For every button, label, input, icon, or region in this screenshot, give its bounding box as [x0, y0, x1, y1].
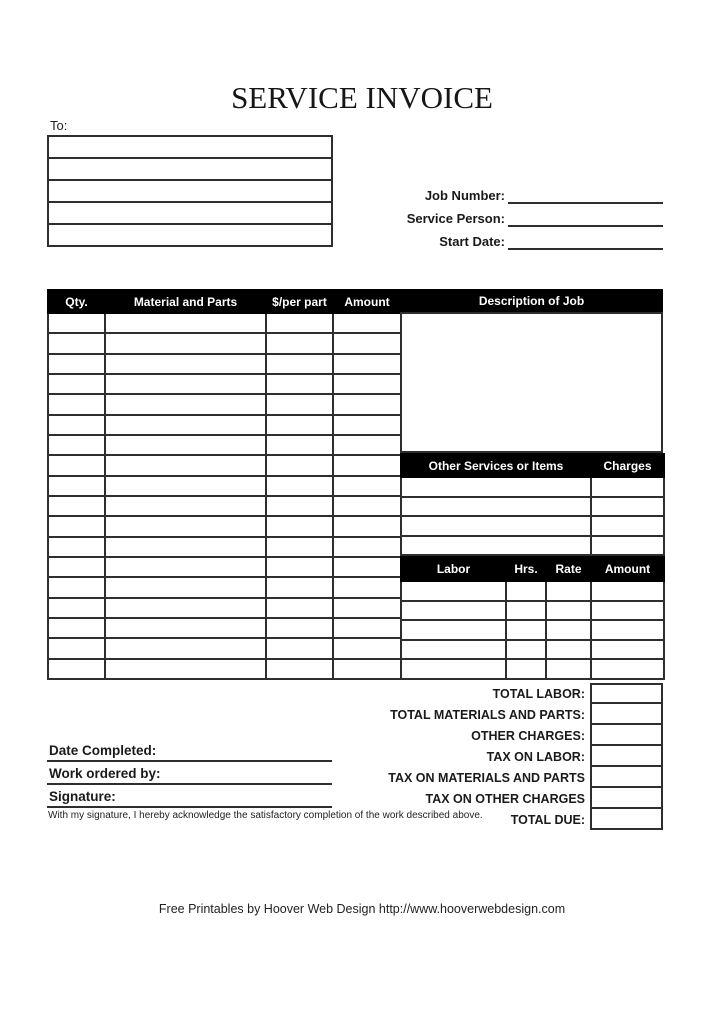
labor-cell[interactable]	[591, 620, 664, 640]
materials-cell[interactable]	[48, 496, 105, 516]
materials-cell[interactable]	[333, 638, 401, 658]
materials-cell[interactable]	[48, 598, 105, 618]
materials-cell[interactable]	[333, 333, 401, 353]
materials-cell[interactable]	[266, 415, 333, 435]
other-services-row	[401, 477, 664, 497]
labor-cell[interactable]	[506, 601, 546, 621]
labor-header-hrs: Hrs.	[506, 557, 546, 581]
total-due-field[interactable]	[590, 809, 663, 830]
materials-row	[48, 659, 401, 679]
materials-cell[interactable]	[333, 354, 401, 374]
total-labor-label: TOTAL LABOR:	[492, 686, 585, 701]
page-title: SERVICE INVOICE	[231, 80, 493, 115]
materials-cell[interactable]	[105, 557, 266, 577]
materials-cell[interactable]	[333, 313, 401, 333]
labor-cell[interactable]	[401, 601, 506, 621]
materials-row	[48, 618, 401, 638]
materials-cell[interactable]	[333, 394, 401, 414]
tax-on-other-charges-row	[330, 788, 663, 809]
materials-cell[interactable]	[266, 354, 333, 374]
start-date-row	[398, 227, 663, 250]
other-services-row	[401, 516, 664, 536]
other-services-cell[interactable]	[401, 497, 591, 517]
materials-cell[interactable]	[105, 333, 266, 353]
materials-row	[48, 476, 401, 496]
materials-cell[interactable]	[105, 394, 266, 414]
date-completed-row[interactable]	[47, 739, 332, 762]
materials-cell[interactable]	[48, 516, 105, 536]
labor-cell[interactable]	[401, 640, 506, 660]
materials-cell[interactable]	[266, 476, 333, 496]
recipient-address-line[interactable]	[49, 225, 331, 245]
materials-cell[interactable]	[48, 577, 105, 597]
recipient-address-line[interactable]	[49, 137, 331, 159]
work-ordered-by-label: Work ordered by:	[49, 766, 161, 781]
other-charges-row	[330, 725, 663, 746]
other-services-row	[401, 536, 664, 556]
signature-disclaimer: With my signature, I hereby acknowledge the satisfactory completion of the work described above.	[48, 810, 483, 821]
other-services-cell[interactable]	[401, 477, 591, 497]
materials-cell[interactable]	[48, 435, 105, 455]
materials-cell[interactable]	[333, 516, 401, 536]
materials-cell[interactable]	[333, 435, 401, 455]
labor-header-rate: Rate	[546, 557, 591, 581]
materials-row	[48, 516, 401, 536]
signature-label: Signature:	[49, 789, 116, 804]
materials-row	[48, 455, 401, 475]
materials-cell[interactable]	[105, 455, 266, 475]
materials-cell[interactable]	[105, 374, 266, 394]
materials-header-qty: Qty.	[48, 290, 105, 313]
other-services-table-body	[401, 477, 664, 555]
signature-row[interactable]	[47, 785, 332, 808]
other-services-row	[401, 497, 664, 517]
other-services-cell[interactable]	[591, 497, 664, 517]
tax-on-materials-label: TAX ON MATERIALS AND PARTS	[388, 770, 585, 785]
materials-header-material: Material and Parts	[105, 290, 266, 313]
materials-cell[interactable]	[333, 659, 401, 679]
job-number-row	[398, 181, 663, 204]
materials-row	[48, 557, 401, 577]
materials-cell[interactable]	[48, 557, 105, 577]
materials-cell[interactable]	[266, 537, 333, 557]
materials-cell[interactable]	[105, 496, 266, 516]
materials-cell[interactable]	[105, 659, 266, 679]
materials-header-amount: Amount	[333, 290, 401, 313]
materials-cell[interactable]	[105, 516, 266, 536]
materials-cell[interactable]	[48, 415, 105, 435]
materials-cell[interactable]	[266, 598, 333, 618]
labor-cell[interactable]	[591, 581, 664, 601]
labor-header-labor: Labor	[401, 557, 506, 581]
materials-cell[interactable]	[266, 455, 333, 475]
materials-header-per-part: $/per part	[266, 290, 333, 313]
labor-cell[interactable]	[591, 659, 664, 679]
materials-cell[interactable]	[48, 476, 105, 496]
labor-cell[interactable]	[506, 620, 546, 640]
materials-cell[interactable]	[266, 659, 333, 679]
labor-cell[interactable]	[401, 620, 506, 640]
materials-cell[interactable]	[48, 394, 105, 414]
job-description-header: Description of Job	[400, 289, 663, 312]
total-labor-field[interactable]	[590, 683, 663, 704]
materials-cell[interactable]	[105, 354, 266, 374]
recipient-label: To:	[50, 118, 68, 133]
labor-row	[401, 640, 664, 660]
materials-row	[48, 537, 401, 557]
materials-cell[interactable]	[266, 374, 333, 394]
start-date-label: Start Date:	[439, 234, 505, 249]
tax-on-labor-label: TAX ON LABOR:	[486, 749, 585, 764]
labor-header-row	[401, 557, 664, 581]
materials-cell[interactable]	[48, 333, 105, 353]
other-services-table	[400, 453, 665, 556]
total-materials-field[interactable]	[590, 704, 663, 725]
materials-cell[interactable]	[48, 374, 105, 394]
materials-cell[interactable]	[266, 516, 333, 536]
materials-cell[interactable]	[333, 598, 401, 618]
materials-row	[48, 496, 401, 516]
tax-on-other-charges-label: TAX ON OTHER CHARGES	[425, 791, 585, 806]
total-labor-row	[330, 683, 663, 704]
materials-cell[interactable]	[333, 618, 401, 638]
materials-cell[interactable]	[105, 537, 266, 557]
materials-cell[interactable]	[333, 374, 401, 394]
recipient-address-line[interactable]	[49, 181, 331, 203]
recipient-address-line[interactable]	[49, 159, 331, 181]
other-charges-label: OTHER CHARGES:	[471, 728, 585, 743]
materials-row	[48, 598, 401, 618]
service-person-label: Service Person:	[406, 211, 505, 226]
labor-cell[interactable]	[506, 659, 546, 679]
materials-row	[48, 333, 401, 353]
totals-block	[330, 683, 663, 830]
other-services-header-row	[401, 454, 664, 477]
footer-credit: Free Printables by Hoover Web Design http://www.hooverwebdesign.com	[158, 902, 566, 916]
materials-table	[47, 289, 402, 680]
labor-row	[401, 659, 664, 679]
materials-row	[48, 577, 401, 597]
labor-cell[interactable]	[546, 640, 591, 660]
labor-table-body	[401, 581, 664, 679]
other-services-cell[interactable]	[591, 477, 664, 497]
materials-cell[interactable]	[48, 537, 105, 557]
labor-cell[interactable]	[546, 620, 591, 640]
materials-row	[48, 415, 401, 435]
labor-cell[interactable]	[546, 601, 591, 621]
labor-header-amount: Amount	[591, 557, 664, 581]
tax-on-other-charges-field[interactable]	[590, 788, 663, 809]
materials-cell[interactable]	[105, 435, 266, 455]
materials-header-row	[48, 290, 401, 313]
materials-row	[48, 313, 401, 333]
labor-row	[401, 601, 664, 621]
labor-cell[interactable]	[506, 581, 546, 601]
materials-cell[interactable]	[105, 638, 266, 658]
job-description-box[interactable]	[400, 312, 663, 453]
materials-cell[interactable]	[333, 557, 401, 577]
materials-cell[interactable]	[266, 496, 333, 516]
tax-on-materials-field[interactable]	[590, 767, 663, 788]
other-services-cell[interactable]	[591, 516, 664, 536]
materials-cell[interactable]	[266, 577, 333, 597]
labor-cell[interactable]	[401, 659, 506, 679]
recipient-address-line[interactable]	[49, 203, 331, 225]
total-materials-label: TOTAL MATERIALS AND PARTS:	[390, 707, 585, 722]
materials-cell[interactable]	[266, 435, 333, 455]
start-date-field[interactable]	[508, 227, 663, 250]
other-services-cell[interactable]	[401, 516, 591, 536]
materials-cell[interactable]	[48, 455, 105, 475]
materials-cell[interactable]	[333, 476, 401, 496]
labor-row	[401, 620, 664, 640]
date-completed-label: Date Completed:	[49, 743, 157, 758]
materials-cell[interactable]	[266, 618, 333, 638]
materials-row	[48, 638, 401, 658]
labor-cell[interactable]	[546, 659, 591, 679]
materials-cell[interactable]	[48, 354, 105, 374]
labor-row	[401, 581, 664, 601]
other-services-header-charges: Charges	[591, 454, 664, 477]
labor-cell[interactable]	[401, 581, 506, 601]
materials-row	[48, 374, 401, 394]
materials-cell[interactable]	[48, 313, 105, 333]
other-services-cell[interactable]	[591, 536, 664, 556]
materials-cell[interactable]	[266, 557, 333, 577]
materials-cell[interactable]	[105, 476, 266, 496]
materials-cell[interactable]	[266, 394, 333, 414]
materials-cell[interactable]	[105, 577, 266, 597]
other-services-cell[interactable]	[401, 536, 591, 556]
work-ordered-by-row[interactable]	[47, 762, 332, 785]
service-person-field[interactable]	[508, 204, 663, 227]
materials-cell[interactable]	[333, 415, 401, 435]
tax-on-labor-field[interactable]	[590, 746, 663, 767]
job-number-field[interactable]	[508, 181, 663, 204]
signoff-block	[47, 739, 332, 808]
total-materials-row	[330, 704, 663, 725]
materials-cell[interactable]	[105, 313, 266, 333]
materials-cell[interactable]	[48, 618, 105, 638]
materials-cell[interactable]	[48, 638, 105, 658]
materials-row	[48, 354, 401, 374]
materials-cell[interactable]	[105, 598, 266, 618]
job-number-label: Job Number:	[424, 188, 505, 203]
materials-cell[interactable]	[48, 659, 105, 679]
labor-table	[400, 556, 665, 680]
labor-cell[interactable]	[591, 640, 664, 660]
materials-cell[interactable]	[266, 638, 333, 658]
job-info-block	[398, 181, 663, 250]
materials-cell[interactable]	[105, 415, 266, 435]
materials-cell[interactable]	[266, 313, 333, 333]
materials-table-body	[48, 313, 401, 679]
labor-cell[interactable]	[546, 581, 591, 601]
materials-cell[interactable]	[333, 496, 401, 516]
labor-cell[interactable]	[591, 601, 664, 621]
materials-cell[interactable]	[266, 333, 333, 353]
other-charges-field[interactable]	[590, 725, 663, 746]
materials-cell[interactable]	[333, 537, 401, 557]
materials-row	[48, 394, 401, 414]
recipient-address-box	[47, 135, 333, 247]
materials-cell[interactable]	[105, 618, 266, 638]
total-due-label: TOTAL DUE:	[510, 812, 585, 827]
tax-on-materials-row	[330, 767, 663, 788]
materials-row	[48, 435, 401, 455]
tax-on-labor-row	[330, 746, 663, 767]
materials-cell[interactable]	[333, 577, 401, 597]
materials-cell[interactable]	[333, 455, 401, 475]
service-person-row	[398, 204, 663, 227]
labor-cell[interactable]	[506, 640, 546, 660]
other-services-header-items: Other Services or Items	[401, 454, 591, 477]
